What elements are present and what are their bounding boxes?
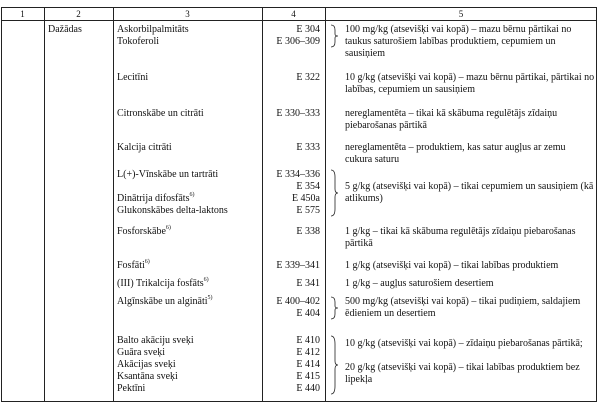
additive-name: Balto akāciju sveķi <box>117 335 194 346</box>
e-number: E 334–336 <box>276 169 320 180</box>
additive-name: Askorbilpalmitāts <box>117 24 189 35</box>
brace-icon <box>329 335 339 395</box>
additive-name: Citronskābe un citrāti <box>117 108 204 119</box>
additive-name: (III) Trikalcija fosfāts$^{6)}$ <box>117 277 209 289</box>
limit-text: nereglamentēta – tikai kā skābuma regulētājs zīdaiņu piebarošanas pārtikā <box>345 108 558 131</box>
additive-name: Dinātrija difosfāts$^{6)}$ <box>117 192 195 204</box>
additive-name: L(+)-Vīnskābe un tartrāti <box>117 169 219 180</box>
col-header-3: 3 <box>185 9 190 19</box>
footnote-ref: 6) <box>144 259 150 265</box>
e-number: E 450a <box>291 193 320 204</box>
additive-name: Tokoferoli <box>117 36 160 47</box>
e-number: E 330–333 <box>276 108 320 119</box>
limit-text: 1 g/kg – tikai kā skābuma regulētājs zīdaiņu piebarošanas pārtikā <box>345 226 576 249</box>
additive-name: Guāra sveķi <box>117 347 166 358</box>
col-divider-2 <box>113 7 114 402</box>
limit-text: 10 g/kg (atsevišķi vai kopā) – zīdaiņu piebarošanas pārtikā; <box>345 338 583 349</box>
e-number: E 400–402 <box>276 296 320 307</box>
e-number: E 404 <box>296 308 320 319</box>
limit-text: 10 g/kg (atsevišķi vai kopā) – mazu bērnu pārtikai, pārtikai no labības, cepumiem un sausiņiem <box>345 72 595 95</box>
header-divider <box>1 20 597 21</box>
limit-text: 100 mg/kg (atsevišķi vai kopā) – mazu bērnu pārtikai no taukus saturošiem labības produktiem, cepumiem un sausiņiem <box>345 24 572 59</box>
brace-icon <box>329 296 339 320</box>
e-number: E 339–341 <box>276 260 320 271</box>
e-number: E 306–309 <box>276 36 320 47</box>
additive-name: Pektīni <box>117 383 146 394</box>
e-number: E 333 <box>296 142 320 153</box>
additive-name: Lecitīni <box>117 72 149 83</box>
e-number: E 354 <box>296 181 320 192</box>
col-divider-4 <box>325 7 326 402</box>
additive-name: Fosfāti$^{6)}$ <box>117 259 150 271</box>
col-header-4: 4 <box>291 9 296 19</box>
col-header-2: 2 <box>76 9 81 19</box>
col-divider-1 <box>44 7 45 402</box>
col-header-5: 5 <box>458 9 464 19</box>
e-number: E 575 <box>296 205 320 216</box>
limit-text: 5 g/kg (atsevišķi vai kopā) – tikai cepumiem un sausiņiem (kā atlikums) <box>345 181 594 204</box>
brace-icon <box>329 24 339 48</box>
limit-text: 1 g/kg (atsevišķi vai kopā) – tikai labības produktiem <box>345 260 559 271</box>
e-number: E 440 <box>296 383 320 394</box>
additive-name: Ksantāna sveķi <box>117 371 178 382</box>
col-header-1: 1 <box>20 9 25 19</box>
additive-name: Algīnskābe un algināti$^{5)}$ <box>117 295 213 307</box>
e-number: E 410 <box>296 335 320 346</box>
additive-name: Akācijas sveķi <box>117 359 176 370</box>
e-number: E 415 <box>296 371 320 382</box>
footnote-ref: 6) <box>165 225 171 231</box>
e-number: E 414 <box>296 359 320 370</box>
limit-text: nereglamentēta – produktiem, kas satur augļus ar zemu cukura saturu <box>345 142 566 165</box>
e-number: E 341 <box>296 278 320 289</box>
e-number: E 304 <box>296 24 320 35</box>
limit-text: 20 g/kg (atsevišķi vai kopā) – tikai labības produktiem bez lipekļa <box>345 362 580 385</box>
additive-name: Fosforskābe$^{6)}$ <box>117 225 171 237</box>
e-number: E 322 <box>296 72 320 83</box>
limit-text: 500 mg/kg (atsevišķi vai kopā) – tikai pudiņiem, saldajiem ēdieniem un desertiem <box>345 296 581 319</box>
brace-icon <box>329 169 339 217</box>
additive-name: Kalcija citrāti <box>117 142 172 153</box>
e-number: E 412 <box>296 347 320 358</box>
group-label: Dažādas <box>48 24 82 35</box>
e-number: E 338 <box>296 226 320 237</box>
limit-text: 1 g/kg – augļus saturošiem desertiem <box>345 278 494 289</box>
footnote-ref: 5) <box>207 295 213 301</box>
footnote-ref: 6) <box>203 277 209 283</box>
additive-name: Glukonskābes delta-laktons <box>117 205 228 216</box>
footnote-ref: 6) <box>189 192 195 198</box>
